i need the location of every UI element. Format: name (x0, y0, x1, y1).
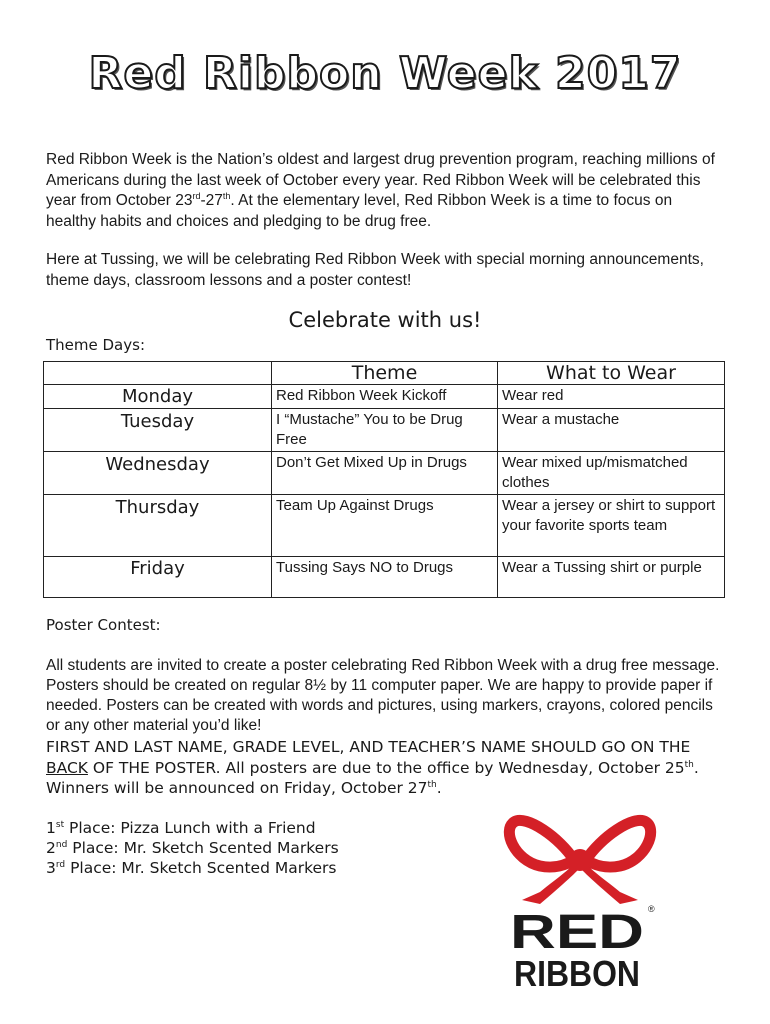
intro-text-1: Red Ribbon Week is the Nation’s oldest and largest drug prevention program, reaching millions of Americans during the last week of October every year. Red Ribbon Week will be celebrated this year from October 23 (46, 151, 715, 209)
page-title: Red Ribbon Week 2017 (88, 48, 682, 99)
wear-cell: Wear a jersey or shirt to support your favorite sports team (498, 495, 725, 557)
theme-cell: Don’t Get Mixed Up in Drugs (272, 452, 498, 495)
theme-cell: Team Up Against Drugs (272, 495, 498, 557)
day-cell: Friday (44, 557, 272, 598)
theme-days-label: Theme Days: (46, 336, 145, 354)
theme-cell: Tussing Says NO to Drugs (272, 557, 498, 598)
contest-body: All students are invited to create a poster celebrating Red Ribbon Week with a drug free message. Posters should be created on regular 8½ by 11 computer paper. We are happy to provide paper if needed. Posters can be created with words and pictures, using markers, crayons, colored pencils or any other material you’d like! (46, 657, 720, 734)
note-text-1: FIRST AND LAST NAME, GRADE LEVEL, AND TEACHER’S NAME SHOULD GO ON THE (46, 738, 691, 756)
table-row (44, 495, 725, 557)
prize-suffix: nd (55, 839, 68, 850)
poster-contest-label: Poster Contest: (46, 616, 161, 634)
red-ribbon-logo (500, 808, 660, 994)
prize-suffix: st (55, 819, 65, 830)
theme-cell: I “Mustache” You to be Drug Free (272, 409, 498, 452)
prize-text: Place: Mr. Sketch Scented Markers (65, 859, 337, 877)
prize-text: Place: Mr. Sketch Scented Markers (67, 839, 339, 857)
prize-item (46, 818, 466, 838)
table-row (44, 385, 725, 409)
intro-sup-2: th (222, 190, 231, 201)
note-sup-2: th (427, 779, 437, 790)
note-text-3: . Winners will be announced on Friday, October 27 (46, 758, 699, 797)
header-theme: Theme (272, 362, 498, 385)
prize-number: 1 (46, 819, 56, 837)
table-header-row (44, 362, 725, 385)
wear-cell: Wear a mustache (498, 409, 725, 452)
day-cell: Wednesday (44, 452, 272, 495)
header-day (44, 362, 272, 385)
wear-cell: Wear a Tussing shirt or purple (498, 557, 725, 598)
prize-suffix: rd (55, 859, 66, 870)
theme-days-table (43, 361, 725, 598)
logo-word-red: RED (510, 906, 644, 959)
ribbon-bow-icon (500, 808, 660, 994)
prize-list (46, 818, 466, 878)
intro-paragraph (46, 150, 716, 232)
wear-cell: Wear mixed up/mismatched clothes (498, 452, 725, 495)
wear-cell: Wear red (498, 385, 725, 409)
intro-text-3: . At the elementary level, Red Ribbon Week is a time to focus on healthy habits and choices and pledging to be drug free. (46, 192, 673, 230)
celebrate-heading: Celebrate with us! (288, 308, 482, 332)
prize-number: 3 (46, 859, 56, 877)
day-cell: Thursday (44, 495, 272, 557)
theme-cell: Red Ribbon Week Kickoff (272, 385, 498, 409)
logo-registered-mark: ® (648, 904, 655, 914)
prize-number: 2 (46, 839, 56, 857)
prize-item (46, 858, 466, 878)
day-cell: Monday (44, 385, 272, 409)
header-what-to-wear: What to Wear (498, 362, 725, 385)
contest-note (46, 737, 726, 799)
celebration-paragraph: Here at Tussing, we will be celebrating Red Ribbon Week with special morning announcements, theme days, classroom lessons and a poster contest! (46, 251, 704, 289)
table-row (44, 409, 725, 452)
intro-text-2: -27 (200, 192, 223, 209)
table-row (44, 557, 725, 598)
logo-word-ribbon: RIBBON (514, 953, 640, 994)
note-text-2: OF THE POSTER. All posters are due to the office by Wednesday, October 25 (87, 758, 685, 777)
intro-sup-1: rd (192, 190, 201, 201)
day-cell: Tuesday (44, 409, 272, 452)
prize-item (46, 838, 466, 858)
table-row (44, 452, 725, 495)
prize-text: Place: Pizza Lunch with a Friend (64, 819, 316, 837)
note-text-4: . (436, 779, 442, 797)
note-sup-1: th (684, 759, 694, 770)
note-underlined: BACK (46, 758, 88, 777)
